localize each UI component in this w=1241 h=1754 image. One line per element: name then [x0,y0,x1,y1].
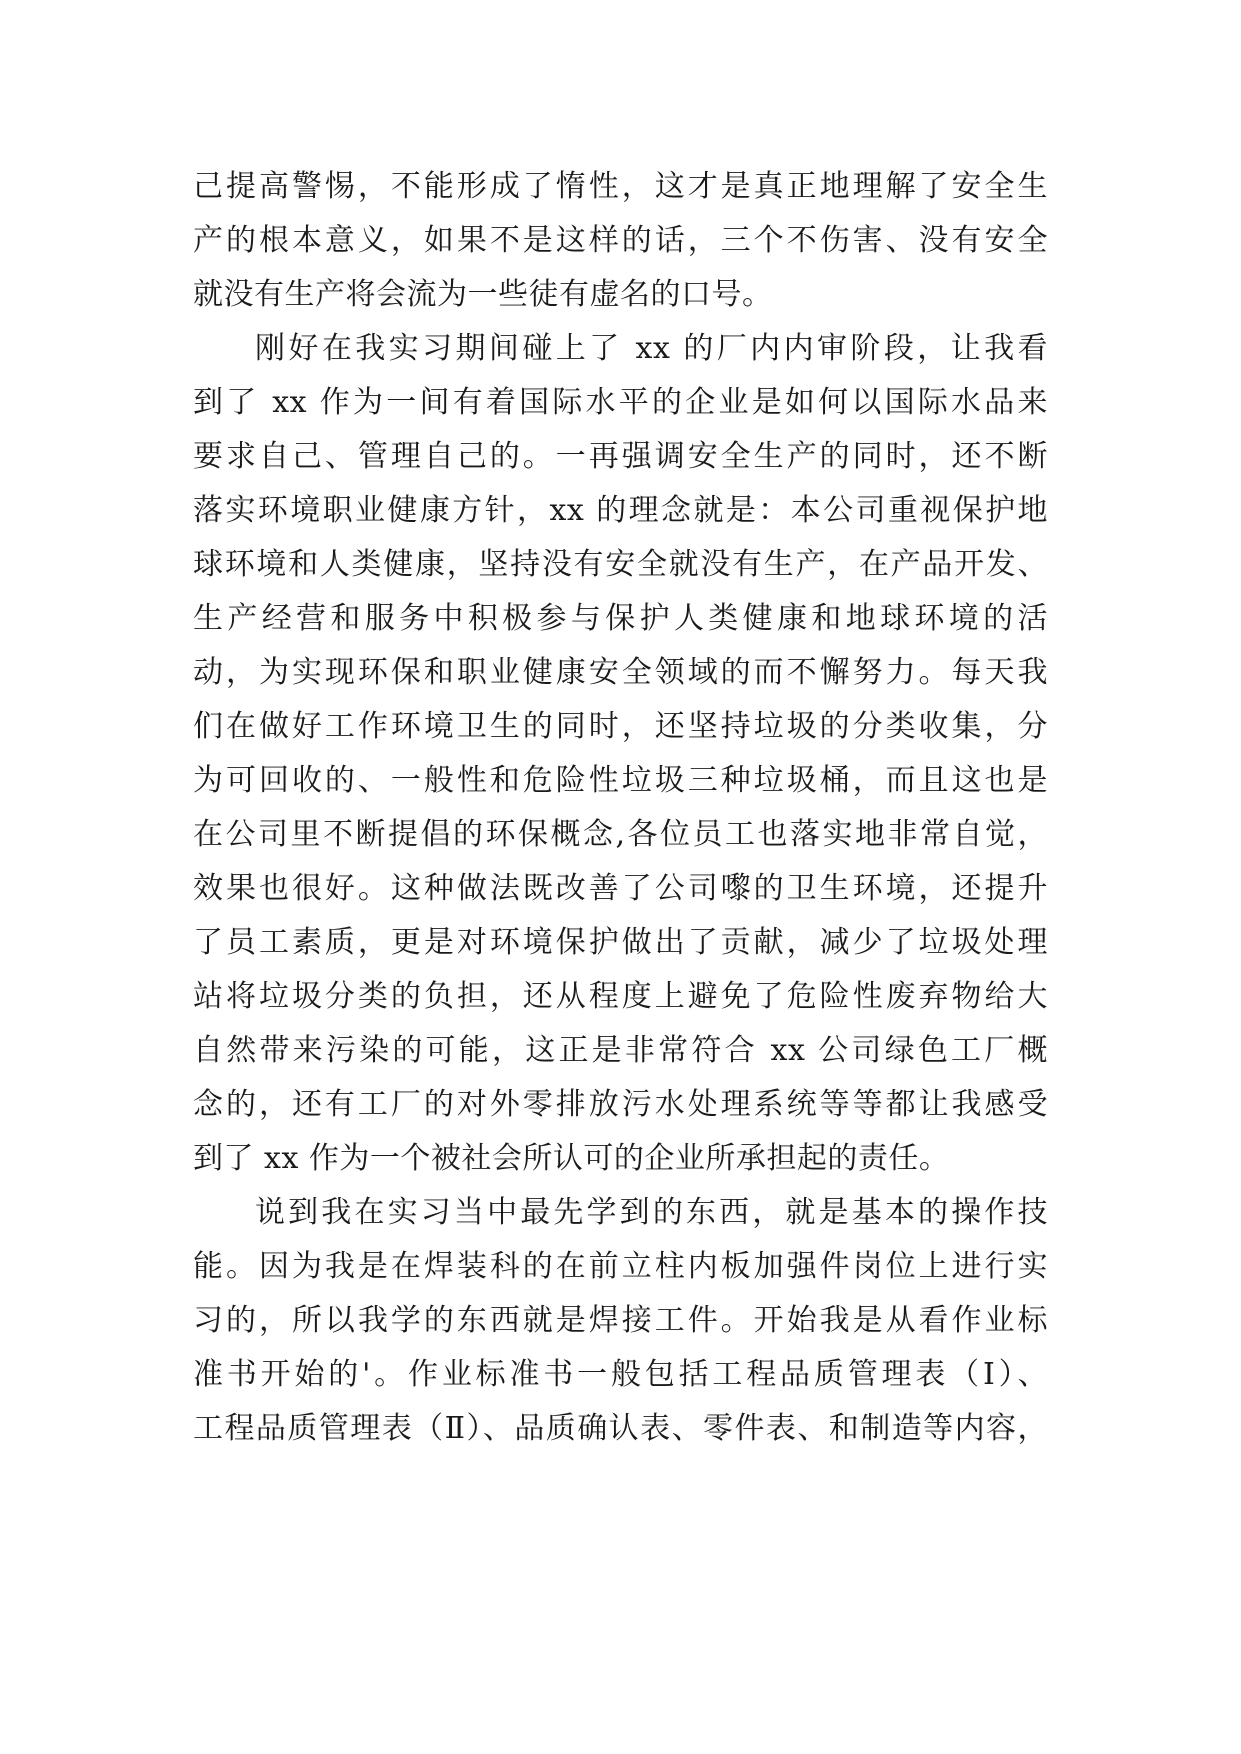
text-line: 就没有生产将会流为一些徒有虚名的口号。 [193,277,773,312]
text-line: 到了 xx 作为一间有着国际水平的企业是如何以国际水品来 [193,385,1048,420]
text-line: 能。因为我是在焊装科的在前立柱内板加强件岗位上进行实 [193,1249,1048,1284]
text-line: 了员工素质，更是对环境保护做出了贡献，减少了垃圾处理 [193,925,1048,960]
text-line: 们在做好工作环境卫生的同时，还坚持垃圾的分类收集，分 [193,709,1048,744]
text-line: 准书开始的'。作业标准书一般包括工程品质管理表（Ⅰ）、 [193,1357,1048,1392]
text-line: 己提高警惕，不能形成了惰性，这才是真正地理解了安全生 [193,169,1048,204]
text-line: 念的，还有工厂的对外零排放污水处理系统等等都让我感受 [193,1087,1048,1122]
text-line: 工程品质管理表（Ⅱ）、品质确认表、零件表、和制造等内容， [193,1411,1048,1446]
text-line: 要求自己、管理自己的。一再强调安全生产的同时，还不断 [193,439,1048,474]
text-line: 落实环境职业健康方针，xx 的理念就是：本公司重视保护地 [193,493,1048,528]
body-text [193,160,1048,1456]
text-line: 产的根本意义，如果不是这样的话，三个不伤害、没有安全 [193,223,1048,258]
text-line: 到了 xx 作为一个被社会所认可的企业所承担起的责任。 [193,1141,950,1176]
text-line: 效果也很好。这种做法既改善了公司嚟的卫生环境，还提升 [193,871,1048,906]
text-line: 在公司里不断提倡的环保概念,各位员工也落实地非常自觉， [193,817,1048,852]
text-line: 动，为实现环保和职业健康安全领域的而不懈努力。每天我 [193,655,1048,690]
text-line: 球环境和人类健康，坚持没有安全就没有生产，在产品开发、 [193,547,1048,582]
text-line: 站将垃圾分类的负担，还从程度上避免了危险性废弃物给大 [193,979,1048,1014]
text-line: 生产经营和服务中积极参与保护人类健康和地球环境的活 [193,601,1048,636]
text-line: 说到我在实习当中最先学到的东西，就是基本的操作技 [255,1195,1048,1230]
text-line: 自然带来污染的可能，这正是非常符合 xx 公司绿色工厂概 [193,1033,1048,1068]
text-line: 为可回收的、一般性和危险性垃圾三种垃圾桶，而且这也是 [193,763,1048,798]
text-line: 刚好在我实习期间碰上了 xx 的厂内内审阶段，让我看 [255,331,1048,366]
text-line: 习的，所以我学的东西就是焊接工件。开始我是从看作业标 [193,1303,1048,1338]
